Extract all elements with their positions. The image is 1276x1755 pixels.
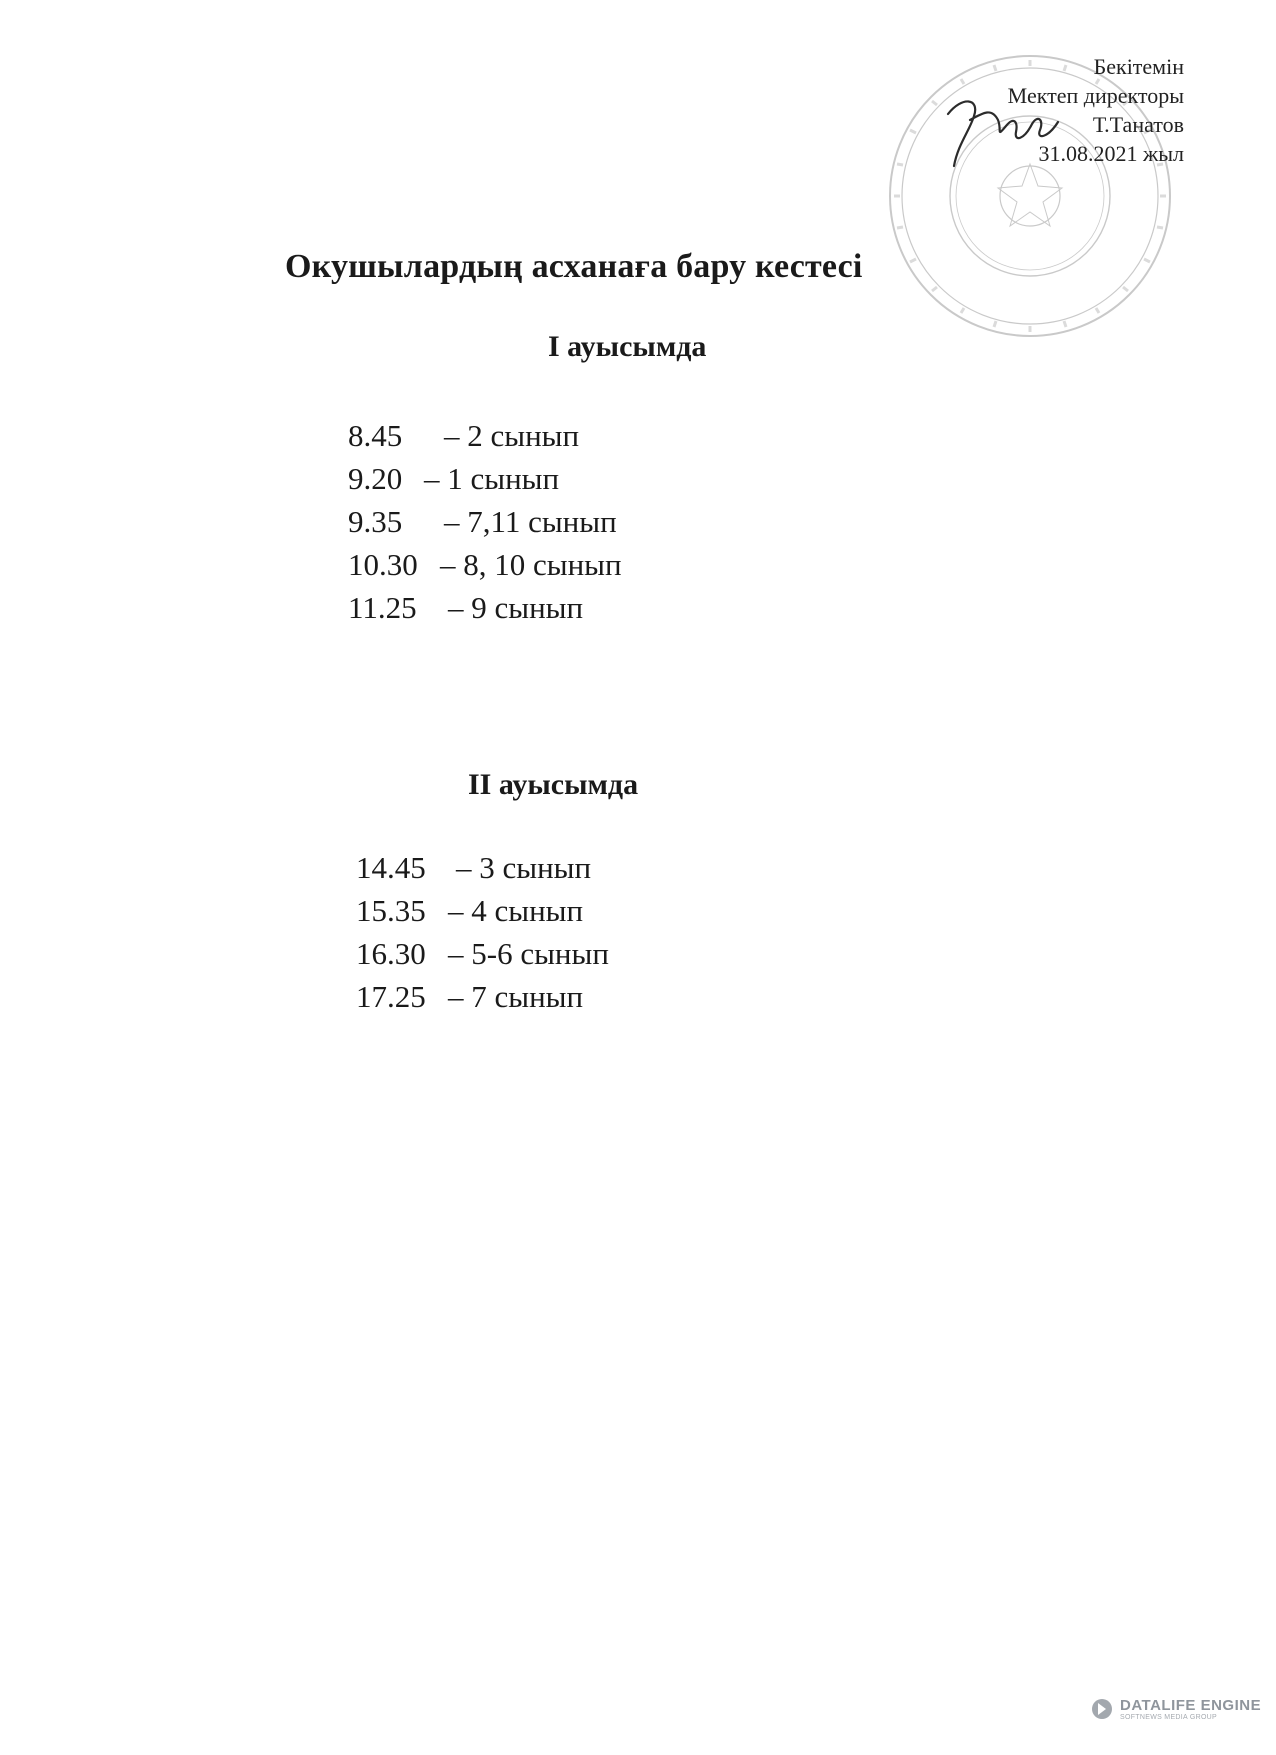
schedule-classes: – 3 сынып [456, 850, 592, 885]
watermark-title: DATALIFE ENGINE [1120, 1697, 1262, 1714]
schedule-time: 8.45 [348, 418, 403, 453]
schedule-time: 10.30 [348, 547, 418, 582]
datalife-engine-watermark [1090, 1697, 1261, 1721]
schedule-classes: – 2 сынып [444, 418, 580, 453]
approval-date: 31.08.2021 жыл [1038, 141, 1184, 166]
schedule-time: 9.20 [348, 461, 403, 496]
approval-block [1008, 52, 1184, 168]
schedule-classes: – 5-6 сынып [448, 936, 609, 971]
schedule-time: 11.25 [348, 590, 417, 625]
approval-word: Бекітемін [1093, 54, 1184, 79]
watermark-subtitle: SOFTNEWS MEDIA GROUP [1120, 1714, 1218, 1721]
schedule-time: 17.25 [356, 979, 426, 1014]
datalife-logo-icon [1090, 1697, 1114, 1721]
schedule-time: 9.35 [348, 504, 403, 539]
shift1-heading: I ауысымда [548, 330, 707, 363]
schedule-classes: – 1 сынып [424, 461, 560, 496]
schedule-time: 16.30 [356, 936, 426, 971]
director-position: Мектеп директоры [1007, 83, 1184, 108]
shift2-heading: II ауысымда [468, 768, 639, 801]
director-name: Т.Танатов [1092, 112, 1184, 137]
schedule-classes: – 7 сынып [448, 979, 584, 1014]
schedule-classes: – 9 сынып [448, 590, 584, 625]
document-title: Окушылардың асханаға бару кестесі [285, 248, 863, 285]
schedule-classes: – 4 сынып [448, 893, 584, 928]
schedule-classes: – 8, 10 сынып [440, 547, 622, 582]
schedule-time: 15.35 [356, 893, 426, 928]
schedule-classes: – 7,11 сынып [444, 504, 617, 539]
schedule-time: 14.45 [356, 850, 426, 885]
